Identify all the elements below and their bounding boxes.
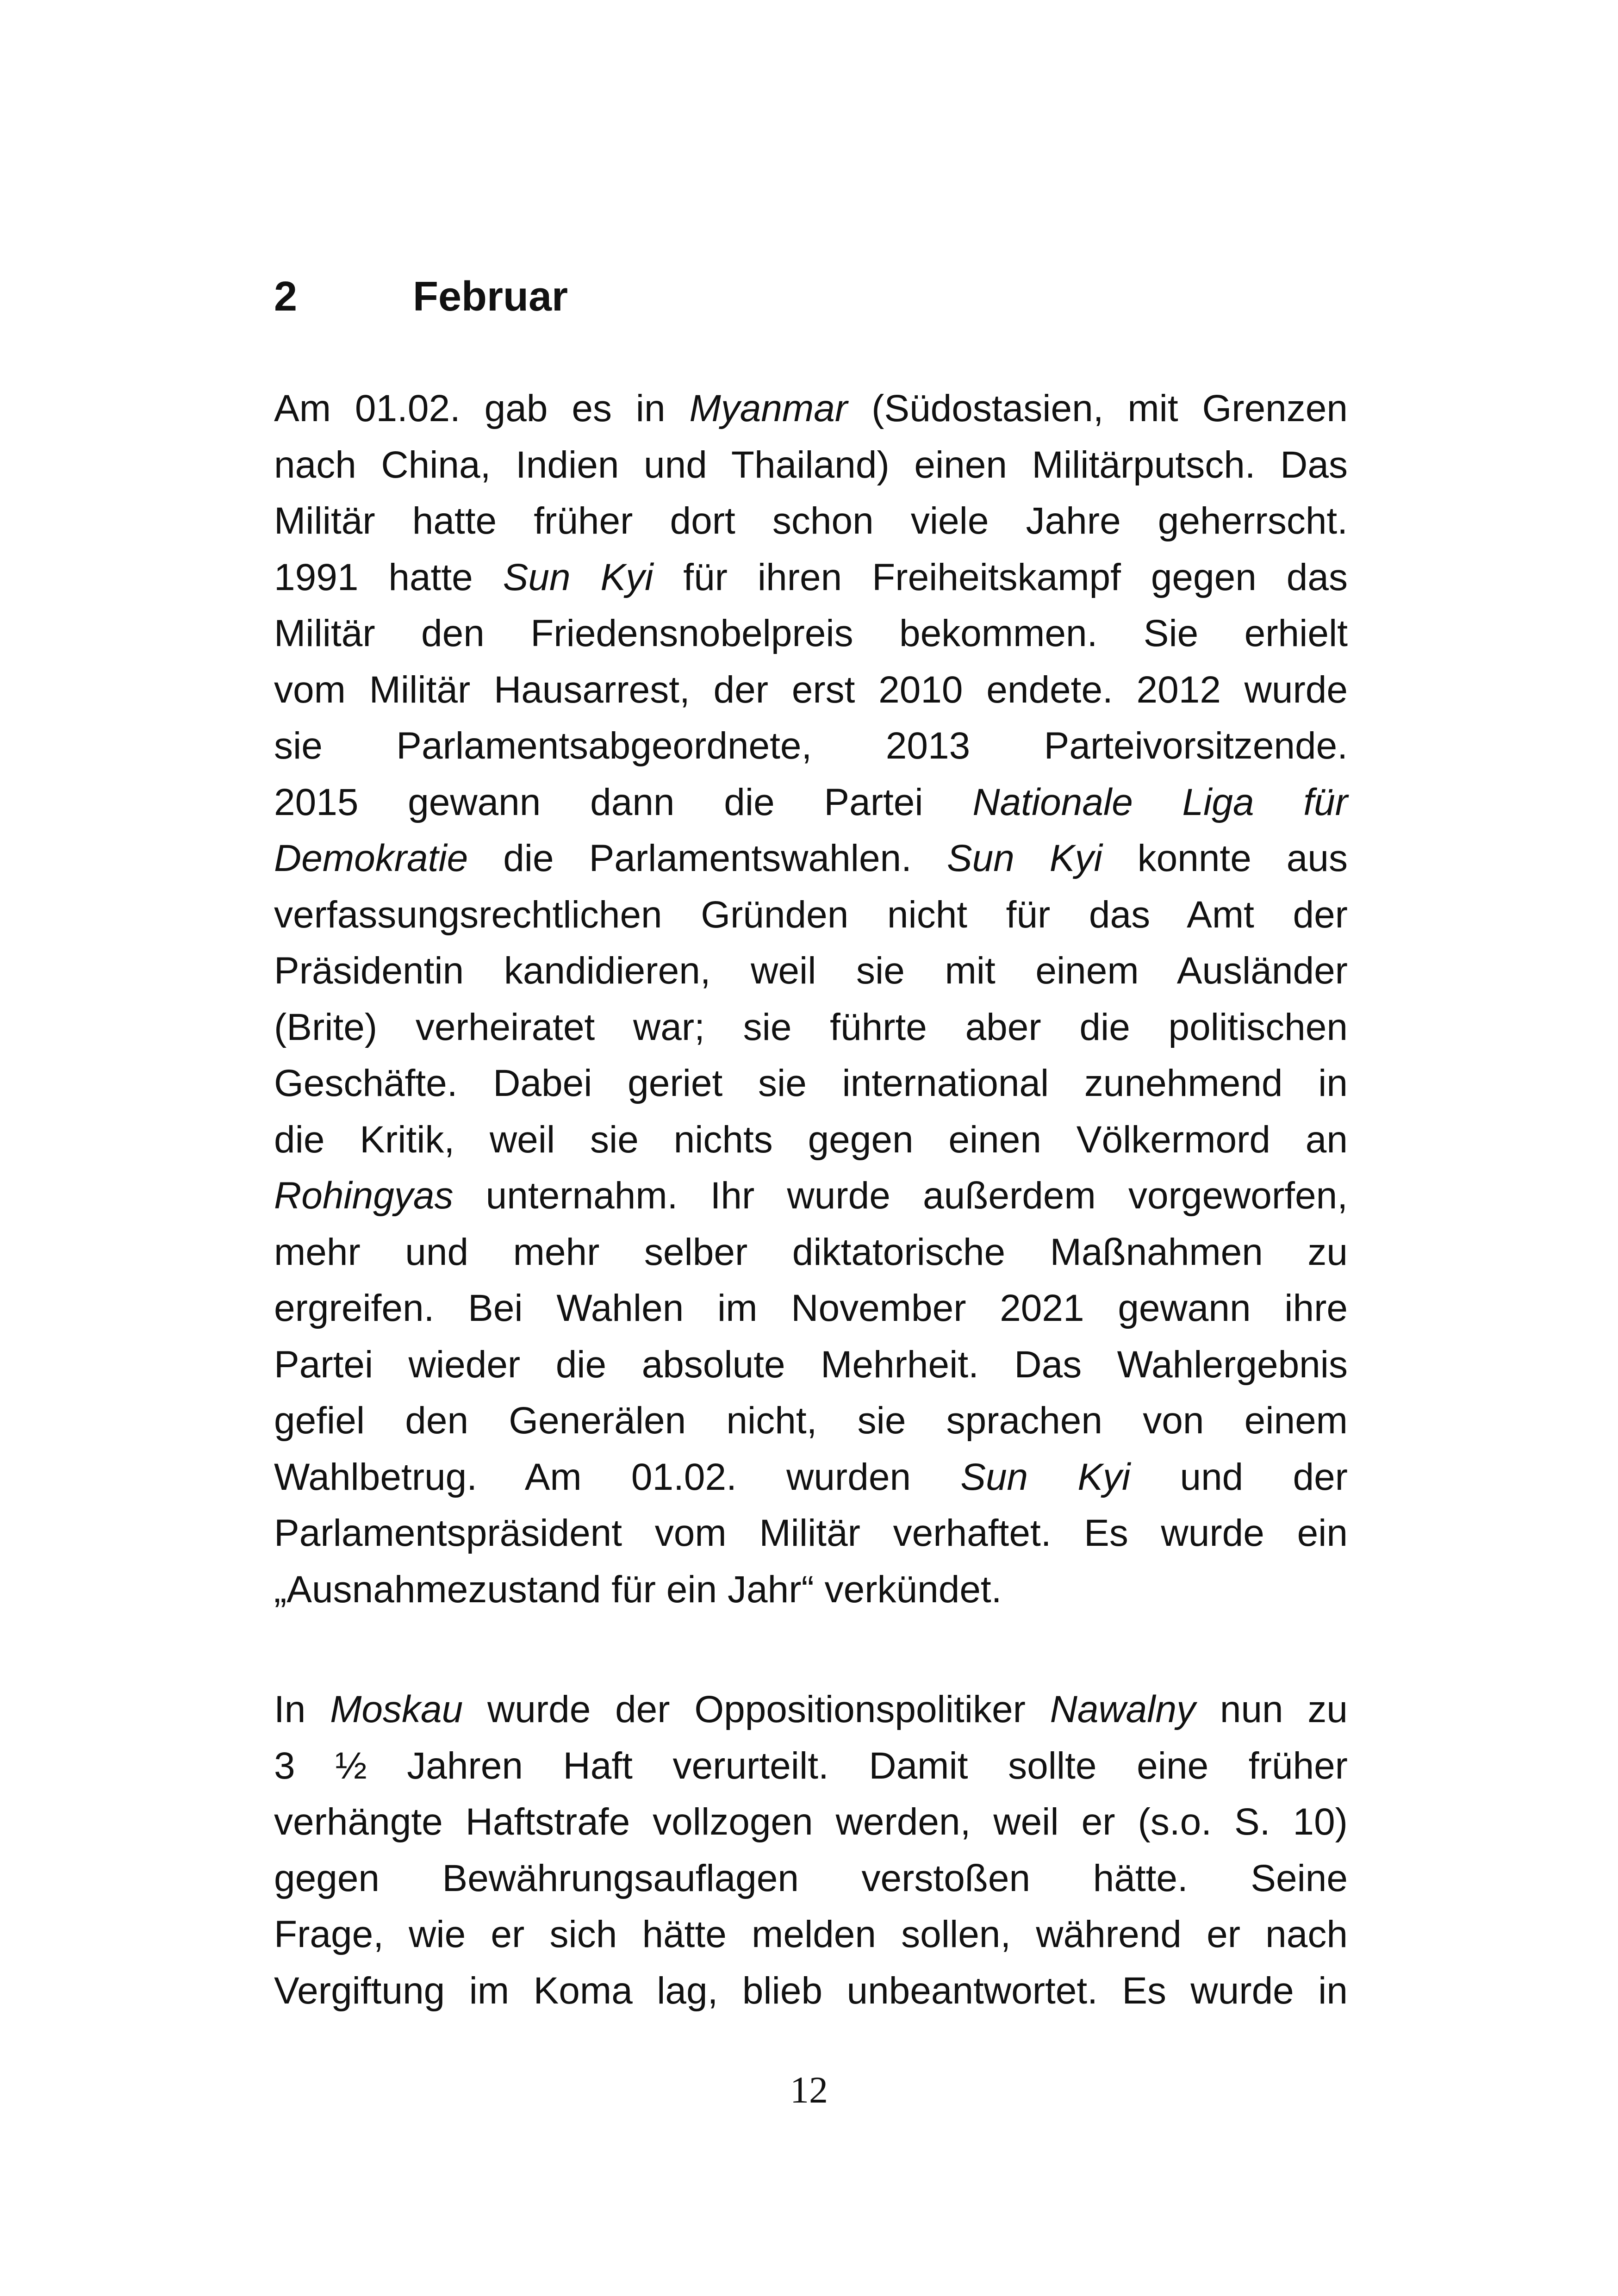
- text-run: die Kritik, weil sie nichts gegen einen Völkermord an: [274, 1118, 1348, 1161]
- text-run: konnte aus: [1102, 837, 1348, 879]
- italic-term: Demokratie: [274, 837, 468, 879]
- text-line: [274, 1112, 1348, 1168]
- text-line: [274, 1562, 1348, 1618]
- italic-term: Sun Kyi: [503, 556, 653, 598]
- text-line: [274, 774, 1348, 831]
- text-line: [274, 493, 1348, 549]
- text-run: 3 ½ Jahren Haft verurteilt. Damit sollte eine früher: [274, 1744, 1348, 1787]
- text-run: verhängte Haftstrafe vollzogen werden, weil er (s.o. S. 10): [274, 1801, 1348, 1843]
- text-run: Parlamentspräsident vom Militär verhaftet. Es wurde ein: [274, 1512, 1348, 1554]
- italic-term: Sun Kyi: [946, 837, 1102, 879]
- text-run: Am 01.02. gab es in: [274, 387, 690, 429]
- text-run: In: [274, 1688, 330, 1730]
- paragraph-myanmar: [274, 380, 1348, 1618]
- text-line: [274, 437, 1348, 493]
- text-run: ergreifen. Bei Wahlen im November 2021 gewann ihre: [274, 1287, 1348, 1329]
- text-line: [274, 1393, 1348, 1449]
- text-run: und der: [1130, 1456, 1348, 1498]
- text-run: (Brite) verheiratet war; sie führte aber die politischen: [274, 1006, 1348, 1048]
- chapter-title: Februar: [413, 274, 568, 320]
- text-run: wurde der Oppositionspolitiker: [463, 1688, 1050, 1730]
- text-line: [274, 1963, 1348, 2019]
- text-run: „Ausnahmezustand für ein Jahr“ verkündet.: [274, 1568, 1002, 1611]
- text-line: [274, 830, 1348, 887]
- text-run: unternahm. Ihr wurde außerdem vorgeworfen,: [453, 1175, 1348, 1217]
- text-run: (Südostasien, mit Grenzen: [847, 387, 1348, 429]
- text-line: [274, 549, 1348, 606]
- text-line: [274, 718, 1348, 774]
- text-run: verfassungsrechtlichen Gründen nicht für das Amt der: [274, 893, 1348, 936]
- italic-term: Myanmar: [689, 387, 848, 429]
- page-number: 12: [790, 2069, 828, 2111]
- italic-term: Sun Kyi: [960, 1456, 1131, 1498]
- chapter-heading: [274, 271, 568, 322]
- italic-term: Rohingyas: [274, 1175, 454, 1217]
- text-line: [274, 887, 1348, 943]
- italic-term: Moskau: [330, 1688, 463, 1730]
- paragraph-moskau: [274, 1681, 1348, 2019]
- text-run: Präsidentin kandidieren, weil sie mit einem Ausländer: [274, 950, 1348, 992]
- text-line: [274, 1224, 1348, 1281]
- text-line: [274, 1906, 1348, 1963]
- text-line: [274, 1449, 1348, 1506]
- text-run: Vergiftung im Koma lag, blieb unbeantwortet. Es wurde in: [274, 1969, 1348, 2012]
- text-run: nach China, Indien und Thailand) einen Militärputsch. Das: [274, 443, 1348, 486]
- text-run: Frage, wie er sich hätte melden sollen, während er nach: [274, 1913, 1348, 1955]
- text-run: Partei wieder die absolute Mehrheit. Das Wahlergebnis: [274, 1343, 1348, 1386]
- text-line: [274, 1738, 1348, 1794]
- text-line: [274, 1794, 1348, 1850]
- text-run: 2015 gewann dann die Partei: [274, 781, 973, 823]
- text-line: [274, 662, 1348, 718]
- text-run: Wahlbetrug. Am 01.02. wurden: [274, 1456, 961, 1498]
- text-line: [274, 1055, 1348, 1112]
- text-run: Militär hatte früher dort schon viele Jahre geherrscht.: [274, 500, 1348, 542]
- text-run: gegen Bewährungsauflagen verstoßen hätte. Seine: [274, 1857, 1348, 1899]
- text-run: Militär den Friedensnobelpreis bekommen. Sie erhielt: [274, 612, 1348, 654]
- text-run: gefiel den Generälen nicht, sie sprachen von einem: [274, 1400, 1348, 1442]
- text-run: sie Parlamentsabgeordnete, 2013 Parteivorsitzende.: [274, 725, 1348, 767]
- text-run: für ihren Freiheitskampf gegen das: [653, 556, 1348, 598]
- text-line: [274, 999, 1348, 1056]
- text-line: [274, 1337, 1348, 1393]
- italic-term: Nawalny: [1050, 1688, 1196, 1730]
- text-run: vom Militär Hausarrest, der erst 2010 endete. 2012 wurde: [274, 668, 1348, 711]
- italic-term: Nationale Liga für: [972, 781, 1348, 823]
- text-run: mehr und mehr selber diktatorische Maßnahmen zu: [274, 1231, 1348, 1273]
- text-line: [274, 1505, 1348, 1562]
- text-run: Geschäfte. Dabei geriet sie international zunehmend in: [274, 1062, 1348, 1104]
- text-run: 1991 hatte: [274, 556, 503, 598]
- text-line: [274, 605, 1348, 662]
- text-line: [274, 1280, 1348, 1337]
- chapter-number: 2: [274, 274, 298, 320]
- text-line: [274, 380, 1348, 437]
- text-line: [274, 1168, 1348, 1224]
- text-line: [274, 1850, 1348, 1907]
- text-line: [274, 1681, 1348, 1738]
- text-line: [274, 943, 1348, 999]
- text-run: nun zu: [1195, 1688, 1348, 1730]
- text-run: die Parlamentswahlen.: [468, 837, 947, 879]
